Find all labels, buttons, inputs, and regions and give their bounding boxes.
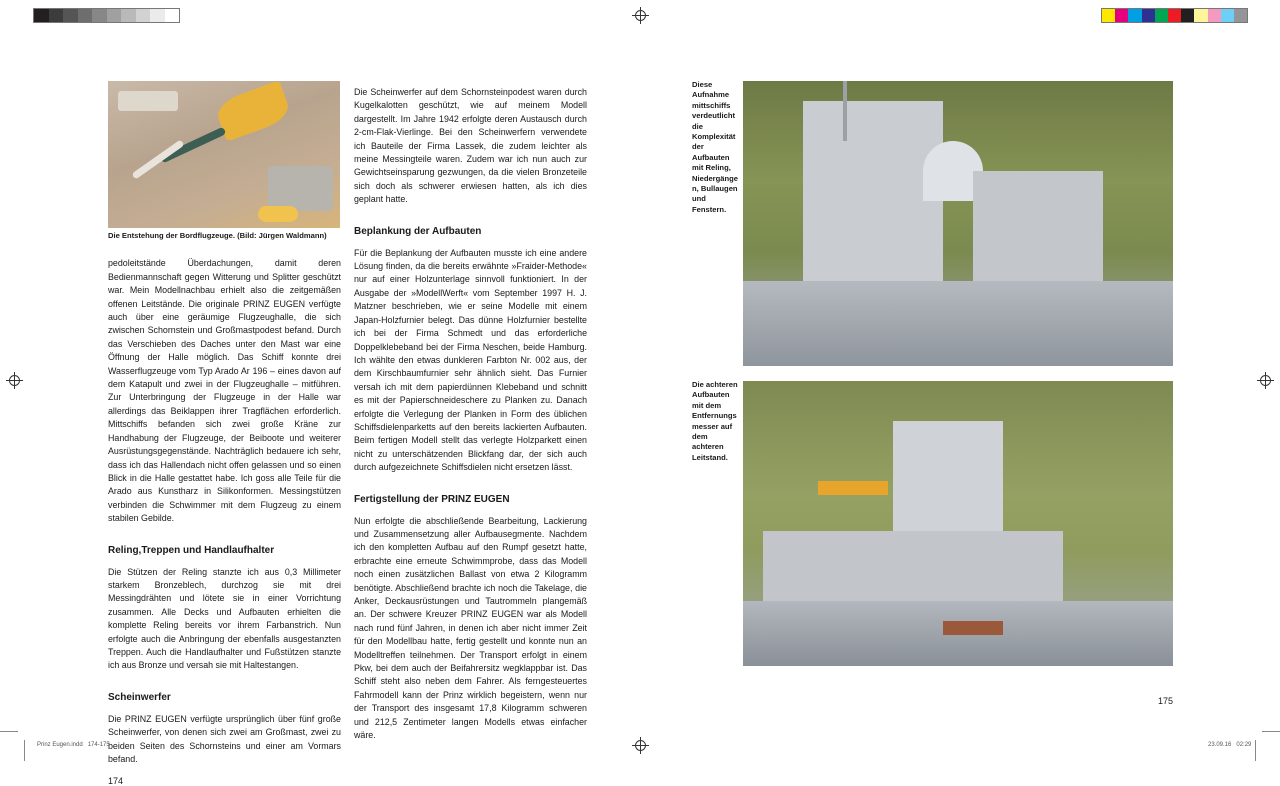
middle-text-column [354, 86, 587, 742]
color-swatch [1155, 9, 1168, 22]
registration-mark-top [635, 10, 646, 21]
color-swatch [1168, 9, 1181, 22]
registration-mark-right [1260, 375, 1271, 386]
section-heading: Scheinwerfer [108, 691, 171, 703]
page-number-left: 174 [108, 776, 124, 786]
crop-mark [24, 740, 25, 761]
gray-swatch [165, 9, 180, 22]
body-paragraph: Die Scheinwerfer auf dem Schornsteinpodest waren durch Kugelkalotten geschützt, wie auf meinem Modell dargestellt. Im Jahre 1942 erfolgte deren Austausch durch 2-cm-Flak-Vierlinge. Bei den Scheinwerfern verwendete ich Bauteile der Firma Lassek, die zudem leichter als meine Messingteile waren. Zudem war ich nun auch zur Gewichtseinsparung gezwungen, da die vielen Bronzeteile sich doch als schwerer erwiesen hatten, als ich dies geplant hatte. [354, 87, 587, 205]
photo-aircraft-parts [108, 81, 340, 228]
photo-caption: Die achteren Aufbauten mit dem Entfernungsmesser auf dem achteren Leitstand. [692, 380, 738, 462]
gray-swatch [34, 9, 49, 22]
body-paragraph: Die PRINZ EUGEN verfügte ursprünglich über fünf große Scheinwerfer, von denen sich zwei am Großmast, zwei zu beiden Seiten des Schornsteins und einer am Vormars befand. [108, 713, 341, 764]
color-swatch [1102, 9, 1115, 22]
body-paragraph: Die Stützen der Reling stanzte ich aus 0,3 Millimeter starkem Bronzeblech, durchzog sie mit drei Messingdrähten und lötete sie in einer Vorrichtung zusammen. Alle Decks und Aufbauten erhielten die komplette Reling bereits vor ihrem Farbanstrich. Nun erfolgte auch die Anbringung der ebenfalls ausgestanzten Treppen. Auch die Handlaufhalter und Fußstützen stanzte ich aus Bronze und versah sie mit Haltestangen. [108, 566, 341, 671]
section-heading: Fertigstellung der PRINZ EUGEN [354, 493, 510, 505]
registration-mark-bottom [635, 740, 646, 751]
crop-mark [1262, 731, 1280, 732]
body-paragraph: pedoleitstände Überdachungen, damit deren Bedienmannschaft gegen Witterung und Splitter geschützt war. Mein Modellnachbau erhielt also die zeitgemäßen offenen Leitstände. Die originale PRINZ EUGEN verfügte auch über eine geräumige Flugzeughalle, die sich zwischen Schornstein und Großmastpodest befand. Durch das Verschieben des Daches unter den Mast war eine Öffnung der Halle möglich. Das Schiff konnte drei Wasserflugzeuge vom Typ Arado Ar 196 – eines davon auf dem Katapult und zwei in der Flugzeughalle – mitführen. Zur Unterbringung der Flugzeuge in der Halle war allerdings das Beiklappen ihrer Tragflächen erforderlich. Mittschiffs befanden sich zwei große Kräne zur Handhabung der Flugzeuge, der Beiboote und weiterer Ausrüstungsgegenstände. Nachträglich bedauere ich sehr, dass ich das Hallendach nicht offen gelassen und so einen Blick in die Halle gestattet habe. Ich goss alle Teile für die Arado aus Kunstharz in Silikonformen. Messingstützen verbinden die Schwimmer mit dem Flugzeug zu einem stabilen Gebilde. [108, 258, 341, 524]
color-swatch [1221, 9, 1234, 22]
registration-mark-left [9, 375, 20, 386]
gray-swatch [150, 9, 165, 22]
color-swatch [1181, 9, 1194, 22]
photo-caption: Diese Aufnahme mittschiffs verdeutlicht die Komplexität der Aufbauten mit Reling, Niedergängen, Bullaugen und Fenstern. [692, 80, 738, 214]
gray-swatch [78, 9, 93, 22]
gray-swatch [136, 9, 151, 22]
gray-swatch [121, 9, 136, 22]
left-text-column [108, 231, 341, 786]
body-paragraph: Nun erfolgte die abschließende Bearbeitung, Lackierung und Zusammensetzung aller Aufbausegmente. Nachdem ich den kompletten Aufbau auf den Rumpf gesetzt hatte, erbrachte eine erneute Schwimmprobe, dass das Modell noch einen zusätzlichen Ballast von etwa 2 Kilogramm benötigte. Abschließend brachte ich noch die Takelage, die Anker, Deckausrüstungen und Tautrommeln plangemäß an. Der schwere Kreuzer PRINZ EUGEN war als Modell nach rund fünf Jahren, in denen ich aber nicht immer Zeit für den Modellbau hatte, fertig gestellt und konnte nun an Modelltreffen teilnehmen. Der Transport erfolgt in einem Pkw, bei dem auch der Beifahrersitz wegklappbar ist. Das Schiff steht also neben dem Fahrer. Als ferngesteuertes Fahrmodell kann der Prinz wirklich begeistern, wenn nur der Transport des insgesamt 17,8 Kilogramm schweren und 212,5 Zentimeter langen Modells etwas einfacher wäre. [354, 515, 587, 741]
gray-swatch [92, 9, 107, 22]
crop-mark [0, 731, 18, 732]
color-swatch [1115, 9, 1128, 22]
photo-ship-aft [743, 381, 1173, 666]
color-swatch [1142, 9, 1155, 22]
color-swatch [1208, 9, 1221, 22]
color-swatch [1234, 9, 1247, 22]
gray-swatch [49, 9, 64, 22]
color-swatch [1128, 9, 1141, 22]
process-color-bar [1101, 8, 1248, 23]
gray-swatch [63, 9, 78, 22]
crop-mark [1255, 740, 1256, 761]
grayscale-color-bar [33, 8, 180, 23]
gray-swatch [107, 9, 122, 22]
slug-file-info: Prinz Eugen.indd 174-175 [37, 742, 110, 748]
color-swatch [1194, 9, 1207, 22]
slug-date: 23.09.16 02:29 [1208, 742, 1252, 748]
body-paragraph: Für die Beplankung der Aufbauten musste ich eine andere Lösung finden, da die bereits erwähnte »Fraider-Methode« nur auf einer Holzunterlage sinnvoll funktioniert. In der Ausgabe der »ModellWerft« vom September 1997 H. J. Matzner beschrieben, wie er seine Modelle mit einem Japan-Holzfurnier belegt. Das dünne Holzfurnier bestellte ich bei der Firma Schmedt und das erforderliche Doppelklebeband bei der Firma Neschen, beide Hamburg. Ich wählte den etwas dunkleren Farbton Nr. 002 aus, der dem Kirschbaumfurnier sehr ähnlich sieht. Das Furnier versah ich mit dem papierdünnen Klebeband und schnitt es mit der Papierschneideschere zu Planken zu. Danach erfolgte die Verlegung der Planken in Form des üblichen Schiffsdielenparketts auf den bereits lackierten Aufbauten. Beim fertigen Modell stellt das verlegte Holzparkett einen nicht zu unterschätzenden Blickfang dar, der sich auch durch aufgezeichnete Schiffsdielen nicht ersetzen lässt. [354, 247, 587, 473]
section-heading: Reling,Treppen und Handlaufhalter [108, 544, 275, 556]
page-number-right: 175 [1158, 696, 1174, 706]
section-heading: Beplankung der Aufbauten [354, 225, 482, 237]
photo-caption: Die Entstehung der Bordflugzeuge. (Bild: Jürgen Waldmann) [108, 231, 327, 240]
photo-ship-midships [743, 81, 1173, 366]
